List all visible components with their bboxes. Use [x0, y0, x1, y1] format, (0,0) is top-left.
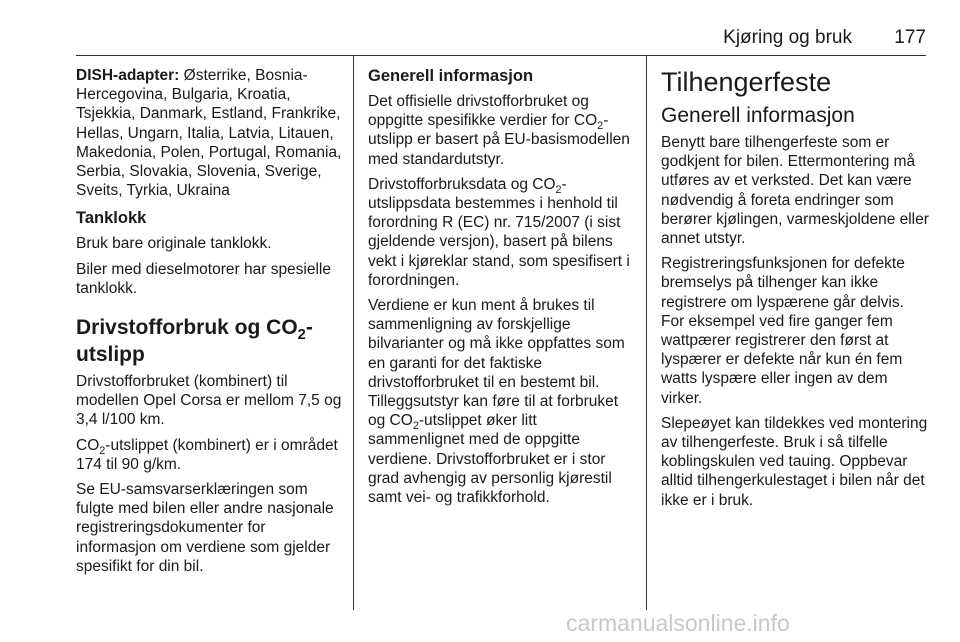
column-1	[76, 66, 344, 582]
header-divider	[76, 55, 926, 56]
fuel-consumption-paragraph: Drivstofforbruket (kombinert) til modellen Opel Corsa er mellom 7,5 og 3,4 l/100 km.	[76, 373, 342, 429]
tanklokk-heading: Tanklokk	[76, 209, 147, 228]
towbar-paragraph-3: Slepeøyet kan tildekkes ved montering av tilhengerfeste. Bruk i så tilfelle koblingskulen ved tauing. Oppbevar alltid tilhengerkulestaget i bilen når det ikke er i bruk.	[661, 414, 928, 509]
dish-adapter-paragraph	[76, 66, 344, 200]
general-info-paragraph-1: Det offisielle drivstofforbruket og oppgitte spesifikke verdier for $CO_2$-utslipp er basert på EU-basismodellen med standardutstyr.	[368, 93, 630, 168]
towbar-paragraph-1: Benytt bare tilhengerfeste som er godkjent for bilen. Ettermontering må utføres av et verksted. Det kan være nødvendig å foreta endringer som berører kjølingen, varmeskjoldene eller annet utstyr.	[661, 134, 929, 248]
eu-declaration-paragraph: Se EU-samsvarserklæringen som fulgte med bilen eller andre nasjonale registreringsdokumenter for informasjon om verdiene som gjelder spesifikt for din bil.	[76, 481, 334, 575]
towbar-title: Tilhengerfeste	[661, 67, 832, 97]
co2-emission-paragraph: $CO_2$-utslippet (kombinert) er i området 174 til 90 g/km.	[76, 436, 338, 473]
watermark: carmanualsonline.info	[566, 610, 790, 636]
general-info-paragraph-3: Verdiene er kun ment å brukes til sammenligning av forskjellige bilvarianter og må ikke oppfattes som en garanti for det faktiske drivstofforbruket til en bestemt bil. Tilleggsutstyr kan føre til at forbruket og $CO_2$-utslippet øker litt sammenlignet med de oppgitte verdiene. Drivstofforbruket er i stor grad avhengig av personlig kjørestil samt vei- og trafikkforhold.	[368, 297, 625, 507]
column-3	[661, 66, 929, 516]
towbar-subtitle: Generell informasjon	[661, 104, 855, 127]
tanklokk-paragraph-1: Bruk bare originale tanklokk.	[76, 235, 272, 253]
towbar-paragraph-2: Registreringsfunksjonen for defekte bremselys på tilhenger kan ikke registrere om lyspærene går delvis. For eksempel ved fire ganger fem wattpærer registrerer den først at lyspærer er defekte når kun én fem watts lyspære eller ingen av dem virker.	[661, 255, 905, 407]
general-info-paragraph-2: Drivstofforbruksdata og $CO_2$-utslippsdata bestemmes i henhold til forordning R (EC) nr. 715/2007 (i sist gjeldende versjon), basert på bilens vekt i kjøreklar stand, som spesifisert i forordningen.	[368, 175, 630, 289]
page-number: 177	[894, 27, 926, 48]
dish-adapter-label: DISH-adapter:	[76, 67, 180, 84]
fuel-consumption-heading: Drivstofforbruk og $CO_2-$ utslipp	[76, 316, 313, 367]
dish-adapter-countries: Østerrike, Bosnia-Hercegovina, Bulgaria, Kroatia, Tsjekkia, Danmark, Estland, Frankrike, Hellas, Ungarn, Italia, Latvia, Litauen, Makedonia, Polen, Portugal, Romania, Serbia, Slovakia, Slovenia, Sverige, Sveits, Tyrkia, Ukraina	[76, 67, 342, 200]
tanklokk-paragraph-2: Biler med dieselmotorer har spesielle tanklokk.	[76, 260, 332, 297]
page-header	[76, 27, 926, 51]
section-title: Kjøring og bruk	[723, 27, 852, 48]
column-divider-1	[353, 56, 354, 610]
general-info-heading: Generell informasjon	[368, 67, 534, 85]
column-2	[368, 66, 636, 513]
column-divider-2	[646, 56, 647, 610]
